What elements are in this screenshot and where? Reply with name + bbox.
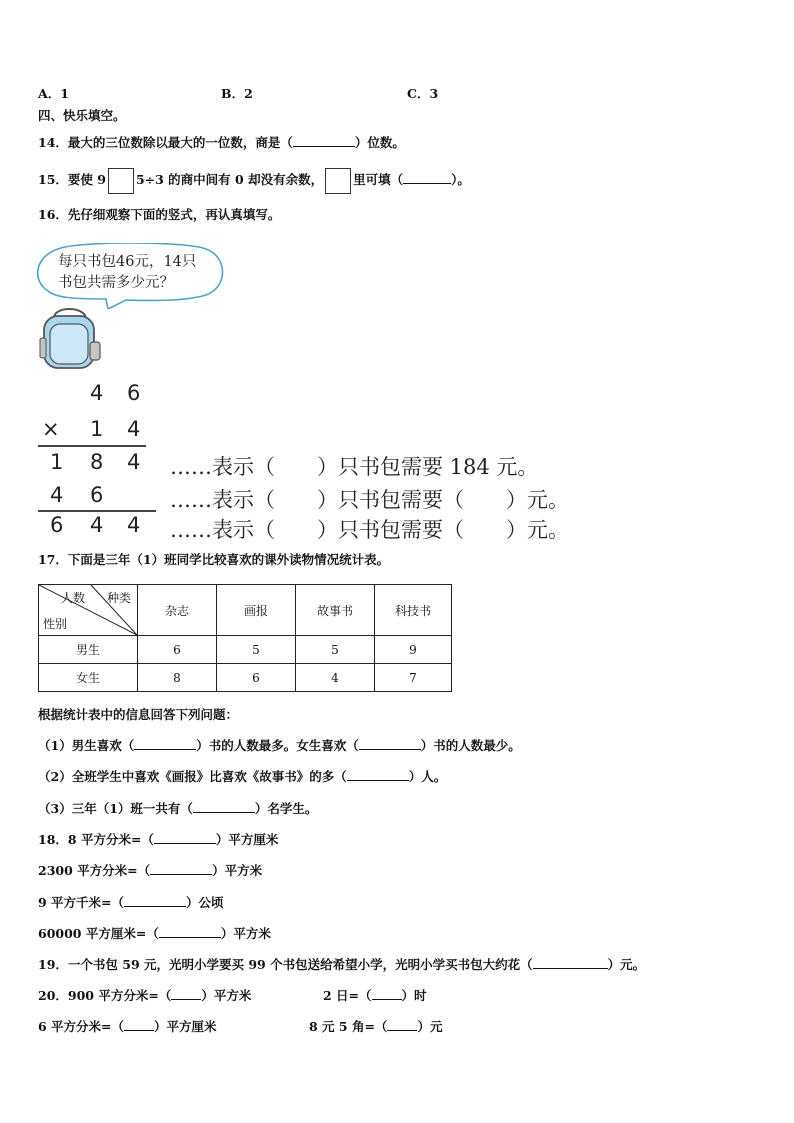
answer-blank[interactable] xyxy=(124,895,186,907)
digit: 8 xyxy=(90,450,104,474)
digit-box[interactable] xyxy=(325,168,351,194)
section-heading: 四、快乐填空。 xyxy=(38,108,126,123)
answer-blank[interactable] xyxy=(150,863,212,875)
q15-part3: 里可填（ xyxy=(353,172,404,187)
q18-3-b: ）公顷 xyxy=(186,895,224,910)
q14-text: 14．最大的三位数除以最大的一位数，商是（ xyxy=(38,135,293,150)
note-line-3: ……表示（ ）只书包需要（ ）元。 xyxy=(170,518,569,542)
q20-1d: ）时 xyxy=(401,988,427,1003)
table-corner xyxy=(39,585,138,636)
q20-1a: 20．900 平方分米=（ xyxy=(38,988,172,1003)
corner-bottom-label: 性别 xyxy=(43,617,68,631)
q18-4-b: ）平方米 xyxy=(220,926,271,941)
bubble-line-1: 每只书包46元，14只 xyxy=(58,254,197,270)
note-line-2: ……表示（ ）只书包需要（ ）元。 xyxy=(170,488,569,512)
bubble-line-2: 书包共需多少元？ xyxy=(58,275,174,291)
digit: 4 xyxy=(127,417,141,441)
answer-blank[interactable] xyxy=(159,926,221,938)
option-b: B．2 xyxy=(221,86,253,101)
option-c: C．3 xyxy=(407,86,439,101)
question-20-line-2 xyxy=(38,1019,217,1035)
table-cell: 7 xyxy=(375,664,452,692)
question-20-line-1 xyxy=(38,988,251,1004)
question-17-2 xyxy=(38,769,446,785)
question-19 xyxy=(38,957,645,973)
table-cell: 4 xyxy=(296,664,375,692)
header-cell: 故事书 xyxy=(296,585,375,636)
answer-blank[interactable] xyxy=(154,832,216,844)
header-cell: 科技书 xyxy=(375,585,452,636)
q20-2d: ）元 xyxy=(417,1019,443,1034)
answer-blank[interactable] xyxy=(387,1019,417,1031)
answer-blank[interactable] xyxy=(533,957,608,969)
digit: 4 xyxy=(50,483,64,507)
answer-blank[interactable] xyxy=(403,172,451,184)
question-16: 16．先仔细观察下面的竖式，再认真填写。 xyxy=(38,207,281,222)
table-cell: 9 xyxy=(375,636,452,664)
reading-table xyxy=(38,584,452,692)
q20-2a: 6 平方分米=（ xyxy=(38,1019,125,1034)
q19-a: 19．一个书包 59 元，光明小学要买 99 个书包送给希望小学，光明小学买书包大约花（ xyxy=(38,957,533,972)
question-15 xyxy=(38,167,470,194)
q17-3-a: （3）三年（1）班一共有（ xyxy=(38,801,193,816)
table-cell: 5 xyxy=(217,636,296,664)
multiply-sign: × xyxy=(42,417,60,441)
q18-4-a: 60000 平方厘米=（ xyxy=(38,926,159,941)
table-cell: 6 xyxy=(217,664,296,692)
q15-part1: 15．要使 9 xyxy=(38,172,106,187)
q19-b: ）元。 xyxy=(607,957,646,972)
q15-part2: 5÷3 的商中间有 0 却没有余数， xyxy=(135,172,324,187)
answer-blank[interactable] xyxy=(359,738,421,750)
answer-blank[interactable] xyxy=(134,738,196,750)
rule-line xyxy=(38,445,146,447)
row-label: 女生 xyxy=(39,664,138,692)
header-cell: 杂志 xyxy=(138,585,217,636)
q17-1-c: ）书的人数最少。 xyxy=(420,738,521,753)
q14-tail: ）位数。 xyxy=(354,135,405,150)
table-cell: 6 xyxy=(138,636,217,664)
question-17: 17．下面是三年（1）班同学比较喜欢的课外读物情况统计表。 xyxy=(38,552,390,567)
corner-top-label: 种类 xyxy=(107,591,132,605)
q17-intro: 根据统计表中的信息回答下列问题： xyxy=(38,707,239,722)
digit: 4 xyxy=(127,513,141,537)
backpack-icon xyxy=(38,308,104,370)
question-20-line-2-right xyxy=(309,1019,442,1035)
row-label: 男生 xyxy=(39,636,138,664)
question-17-3 xyxy=(38,801,317,817)
answer-blank[interactable] xyxy=(171,988,201,1000)
digit: 6 xyxy=(127,381,141,405)
question-20-line-1-right xyxy=(323,988,427,1004)
question-14 xyxy=(38,135,405,151)
q18-1-b: ）平方厘米 xyxy=(215,832,279,847)
answer-blank[interactable] xyxy=(347,769,409,781)
bubble-text xyxy=(58,252,218,294)
table-row xyxy=(39,664,452,692)
q20-1c: 2 日=（ xyxy=(323,988,372,1003)
question-18-2 xyxy=(38,863,262,879)
answer-blank[interactable] xyxy=(124,1019,154,1031)
q20-2b: ）平方厘米 xyxy=(154,1019,217,1034)
digit-box[interactable] xyxy=(108,168,134,194)
q17-3-b: ）名学生。 xyxy=(254,801,318,816)
q17-2-b: ）人。 xyxy=(408,769,447,784)
table-cell: 5 xyxy=(296,636,375,664)
digit: 4 xyxy=(127,450,141,474)
table-row xyxy=(39,636,452,664)
q17-1-b: ）书的人数最多。女生喜欢（ xyxy=(196,738,359,753)
digit: 4 xyxy=(90,381,104,405)
digit: 1 xyxy=(90,417,104,441)
option-a: A．1 xyxy=(38,86,69,101)
digit: 4 xyxy=(90,513,104,537)
answer-blank[interactable] xyxy=(293,135,355,147)
q20-1b: ）平方米 xyxy=(201,988,252,1003)
corner-mid-label: 人数 xyxy=(61,591,86,605)
answer-blank[interactable] xyxy=(193,801,255,813)
note-line-1: ……表示（ ）只书包需要 184 元。 xyxy=(170,455,539,479)
question-18-3 xyxy=(38,895,224,911)
question-17-1 xyxy=(38,738,521,754)
q17-1-a: （1）男生喜欢（ xyxy=(38,738,135,753)
digit: 1 xyxy=(50,450,64,474)
q18-2-a: 2300 平方分米=（ xyxy=(38,863,151,878)
q15-part4: ）。 xyxy=(451,172,470,187)
rule-line xyxy=(38,510,156,512)
q17-2-a: （2）全班学生中喜欢《画报》比喜欢《故事书》的多（ xyxy=(38,769,347,784)
header-cell: 画报 xyxy=(217,585,296,636)
answer-blank[interactable] xyxy=(372,988,402,1000)
question-18-1 xyxy=(38,832,278,848)
q18-3-a: 9 平方千米=（ xyxy=(38,895,125,910)
table-cell: 8 xyxy=(138,664,217,692)
q18-1-a: 18．8 平方分米=（ xyxy=(38,832,154,847)
question-18-4 xyxy=(38,926,271,942)
q20-2c: 8 元 5 角=（ xyxy=(309,1019,388,1034)
q18-2-b: ）平方米 xyxy=(212,863,263,878)
digit: 6 xyxy=(50,513,64,537)
digit: 6 xyxy=(90,483,104,507)
